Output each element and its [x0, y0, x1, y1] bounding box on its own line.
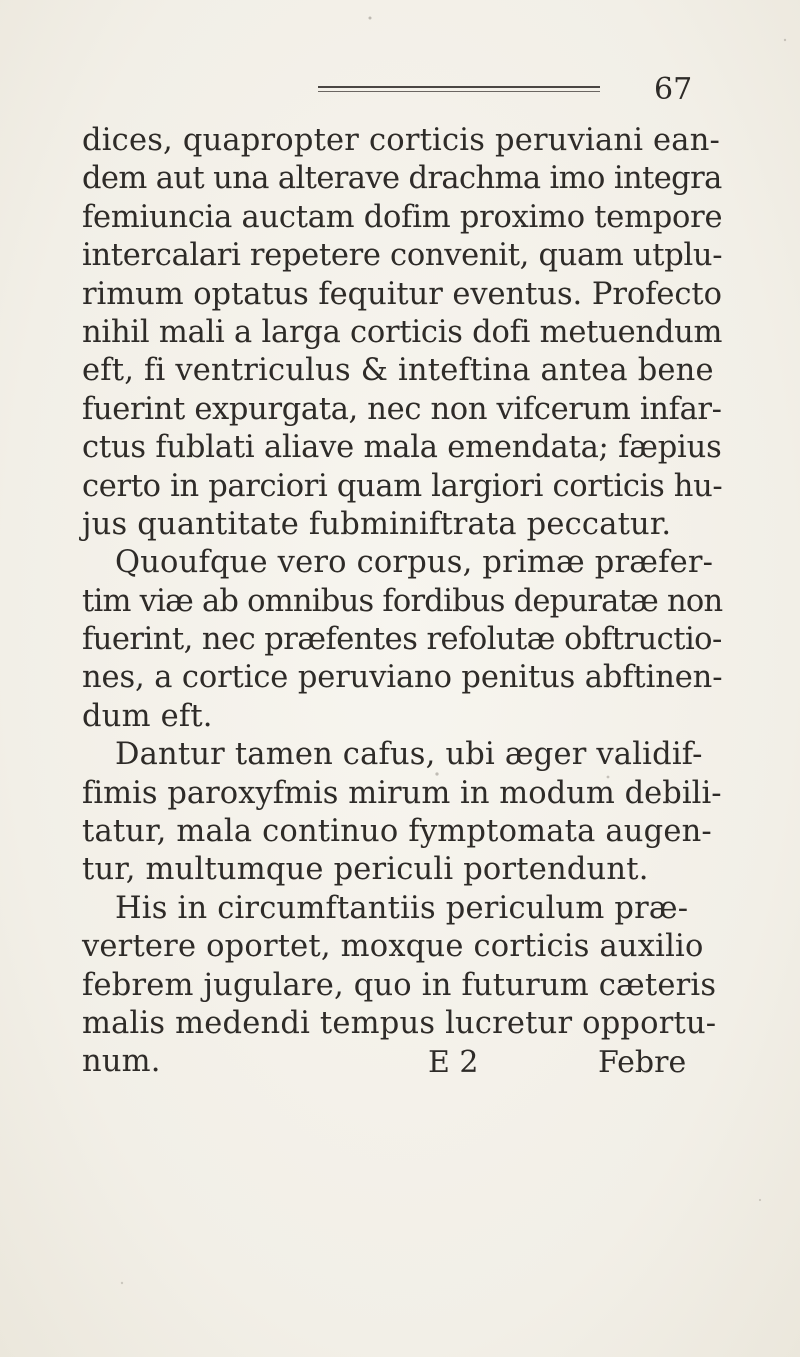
- text-line: His in circumftantiis periculum præ-: [115, 890, 689, 926]
- text-line: ctus fublati aliave mala emendata; fæpius: [82, 430, 722, 466]
- text-line: fimis paroxyfmis mirum in modum debili-: [82, 775, 722, 811]
- text-line: fuerint expurgata, nec non vifcerum infar-: [82, 391, 722, 427]
- text-line: dem aut una alterave drachma imo integra: [82, 161, 722, 197]
- text-line: nihil mali a larga corticis dofi metuendum: [82, 314, 723, 350]
- text-line: intercalari repetere convenit, quam utplu-: [82, 238, 723, 274]
- text-line: jus quantitate fubminiftrata peccatur.: [82, 506, 672, 542]
- text-line: tur, multumque periculi portendunt.: [82, 852, 649, 888]
- text-line: febrem jugulare, quo in futurum cæteris: [82, 967, 717, 1003]
- header-rule-thin: [318, 91, 600, 92]
- body-text: [82, 122, 722, 1082]
- page-number: 67: [654, 72, 693, 107]
- text-line: num.: [82, 1044, 161, 1080]
- text-line: certo in parciori quam largiori corticis hu-: [82, 468, 723, 504]
- text-line: rimum optatus fequitur eventus. Profecto: [82, 276, 722, 312]
- text-line: nes, a cortice peruviano penitus abftinen-: [82, 660, 723, 696]
- text-line: eft, fi ventriculus & inteftina antea bene: [82, 353, 714, 389]
- text-line: vertere oportet, moxque corticis auxilio: [82, 929, 704, 965]
- text-line: tatur, mala continuo fymptomata augen-: [82, 814, 712, 850]
- text-line: Dantur tamen cafus, ubi æger validif-: [115, 737, 703, 773]
- catchword: Febre: [598, 1045, 687, 1080]
- header-rule-ornament: [318, 86, 600, 93]
- text-line: dices, quapropter corticis peruviani ean-: [82, 123, 721, 158]
- text-line: dum eft.: [82, 698, 213, 734]
- header-rule-thick: [318, 86, 600, 88]
- text-line: tim viæ ab omnibus fordibus depuratæ non: [82, 583, 723, 619]
- text-line: femiuncia auctam dofim proximo tempore: [82, 199, 723, 235]
- text-line: malis medendi tempus lucretur opportu-: [82, 1005, 717, 1041]
- signature-mark: E 2: [428, 1045, 479, 1080]
- text-line: Quoufque vero corpus, primæ præfer-: [115, 545, 714, 581]
- text-line: fuerint, nec præfentes refolutæ obftructio-: [82, 622, 722, 658]
- page-footer: [0, 1045, 800, 1085]
